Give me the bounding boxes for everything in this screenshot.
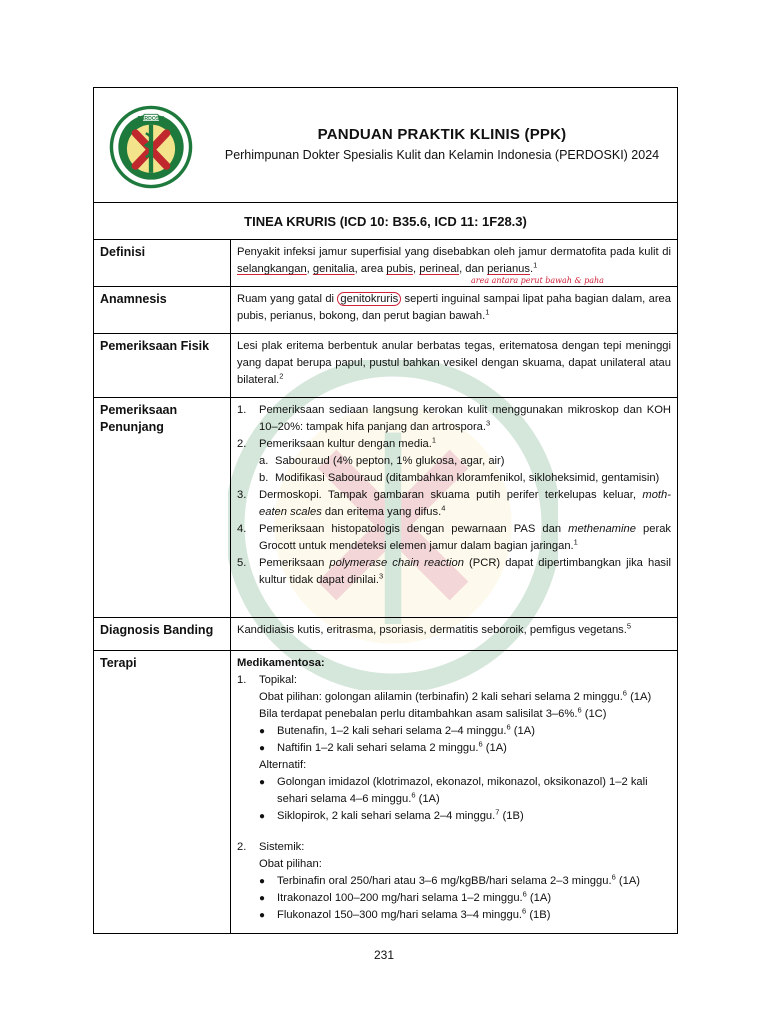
content-definisi: Penyakit infeksi jamur superfisial yang disebabkan oleh jamur dermatofita pada kulit di selangkangan, genitalia, area pubis, perineal, dan perianus.$^1$ area antara perut bawah & paha (231, 240, 677, 286)
page-number: 231 (373, 948, 395, 962)
label-pemeriksaan-penunjang: Pemeriksaan Penunjang (94, 398, 231, 617)
list-item: 2. Sistemik: (237, 841, 305, 853)
ppk-document (93, 87, 678, 934)
svg-text:PERDOSKI: PERDOSKI (137, 115, 165, 122)
document-title: PANDUAN PRAKTIK KLINIS (PPK) (317, 126, 567, 143)
row-pemeriksaan-fisik (94, 334, 677, 398)
terapi-heading: Medikamentosa: (237, 657, 325, 669)
document-subtitle: Perhimpunan Dokter Spesialis Kulit dan Kelamin Indonesia (PERDOSKI) 2024 (224, 148, 660, 162)
row-terapi (94, 651, 677, 933)
bullet-item: ● Golongan imidazol (klotrimazol, ekonazol, mikonazol, oksikonazol) 1–2 kali sehari selama 4–6 minggu.$^6$ (1A) (259, 776, 648, 805)
content-diagnosis-banding: Kandidiasis kutis, eritrasma, psoriasis, dermatitis seboroik, pemfigus vegetans.$^5$ (237, 621, 632, 636)
list-item: 1. Topikal: (237, 674, 297, 686)
perdoski-logo (108, 104, 194, 190)
content-pemeriksaan-fisik: Lesi plak eritema berbentuk anular berbatas tegas, eritematosa dengan tepi meninggi yang dapat berupa papul, pustul bahkan vesikel dengan skuama, dapat unilateral atau bilateral.$^2$ (237, 340, 671, 386)
list-item: 5. Pemeriksaan polymerase chain reaction (PCR) dapat dipertimbangkan jika hasil kultur tidak dapat dinilai.$^3$ (237, 557, 671, 586)
document-header (94, 88, 677, 203)
bullet-item: ● Naftifin 1–2 kali sehari selama 2 minggu.$^6$ (1A) (259, 739, 507, 754)
content-pemeriksaan-penunjang (231, 398, 677, 617)
content-anamnesis: Ruam yang gatal di genitokruris seperti inguinal sampai lipat paha bagian dalam, area pubis, perianus, bokong, dan perut bagian bawah.$^1$ (237, 293, 671, 322)
handwritten-note: area antara perut bawah & paha (471, 276, 604, 285)
bullet-item: ● Siklopirok, 2 kali sehari selama 2–4 minggu.$^7$ (1B) (259, 807, 524, 822)
row-pemeriksaan-penunjang (94, 398, 677, 618)
label-terapi: Terapi (94, 651, 231, 933)
label-definisi: Definisi (94, 240, 231, 286)
label-pemeriksaan-fisik: Pemeriksaan Fisik (94, 334, 231, 397)
bullet-item: ● Butenafin, 1–2 kali sehari selama 2–4 minggu.$^6$ (1A) (259, 722, 535, 737)
content-terapi: Medikamentosa: 1. Topikal: Obat pilihan: golongan alilamin (terbinafin) 2 kali sehari selama 2 minggu.$^6$ (1A) Bila terdapat penebalan perlu ditambahkan asam salisilat 3–6%.$^6$ (1C) ● Butenafin, 1–2 kali sehari selama 2–4 minggu.$^6$ (1A) ● Naftifin 1–2 kali sehari selama 2 minggu.$^6$ (1A) Alternatif: ● Golongan imidazol (klotrimazol, ekonazol, mikonazol, oksikonazol) 1–2 kali sehari selama 4–6 minggu.$^6$ (1A) ● Siklopirok, 2 kali sehari selama 2–4 minggu.$^7$ (1B) 2. Sistemik: Obat pilihan: ● Terbinafin oral 250/hari atau 3–6 mg/kgBB/hari selama 2–3 minggu.$^6$ (1A) ● Itrakonazol 100–200 mg/hari selama 1–2 minggu.$^6$ (1A) ● Flukonazol 150–300 mg/hari selama 3–4 minggu.$^6$ (1B) (231, 651, 677, 933)
sub-list-item: b. Modifikasi Sabouraud (ditambahkan kloramfenikol, sikloheksimid, gentamisin) (259, 472, 660, 484)
list-item: 2. Pemeriksaan kultur dengan media.$^1$ (237, 435, 437, 450)
label-diagnosis-banding: Diagnosis Banding (94, 618, 231, 650)
row-diagnosis-banding (94, 618, 677, 651)
row-definisi (94, 240, 677, 287)
bullet-item: ● Flukonazol 150–300 mg/hari selama 3–4 minggu.$^6$ (1B) (259, 906, 551, 921)
disease-title: TINEA KRURIS (ICD 10: B35.6, ICD 11: 1F28.3) (94, 203, 677, 240)
bullet-item: ● Terbinafin oral 250/hari atau 3–6 mg/kgBB/hari selama 2–3 minggu.$^6$ (1A) (259, 872, 641, 887)
label-anamnesis: Anamnesis (94, 287, 231, 333)
list-item: 4. Pemeriksaan histopatologis dengan pewarnaan PAS dan methenamine perak Grocott untuk mendeteksi elemen jamur dalam bagian jaringan.$^1$ (237, 523, 672, 552)
list-item: 1. Pemeriksaan sediaan langsung kerokan kulit menggunakan mikroskop dan KOH 10–20%: tampak hifa panjang dan artrospora.$^3$ (237, 404, 671, 433)
bullet-item: ● Itrakonazol 100–200 mg/hari selama 1–2 minggu.$^6$ (1A) (259, 889, 552, 904)
list-item: 3. Dermoskopi. Tampak gambaran skuama putih perifer terkelupas keluar, moth-eaten scales dan eritema yang difus.$^4$ (237, 489, 671, 518)
sub-list-item: a. Sabouraud (4% pepton, 1% glukosa, agar, air) (259, 455, 505, 467)
row-anamnesis (94, 287, 677, 334)
